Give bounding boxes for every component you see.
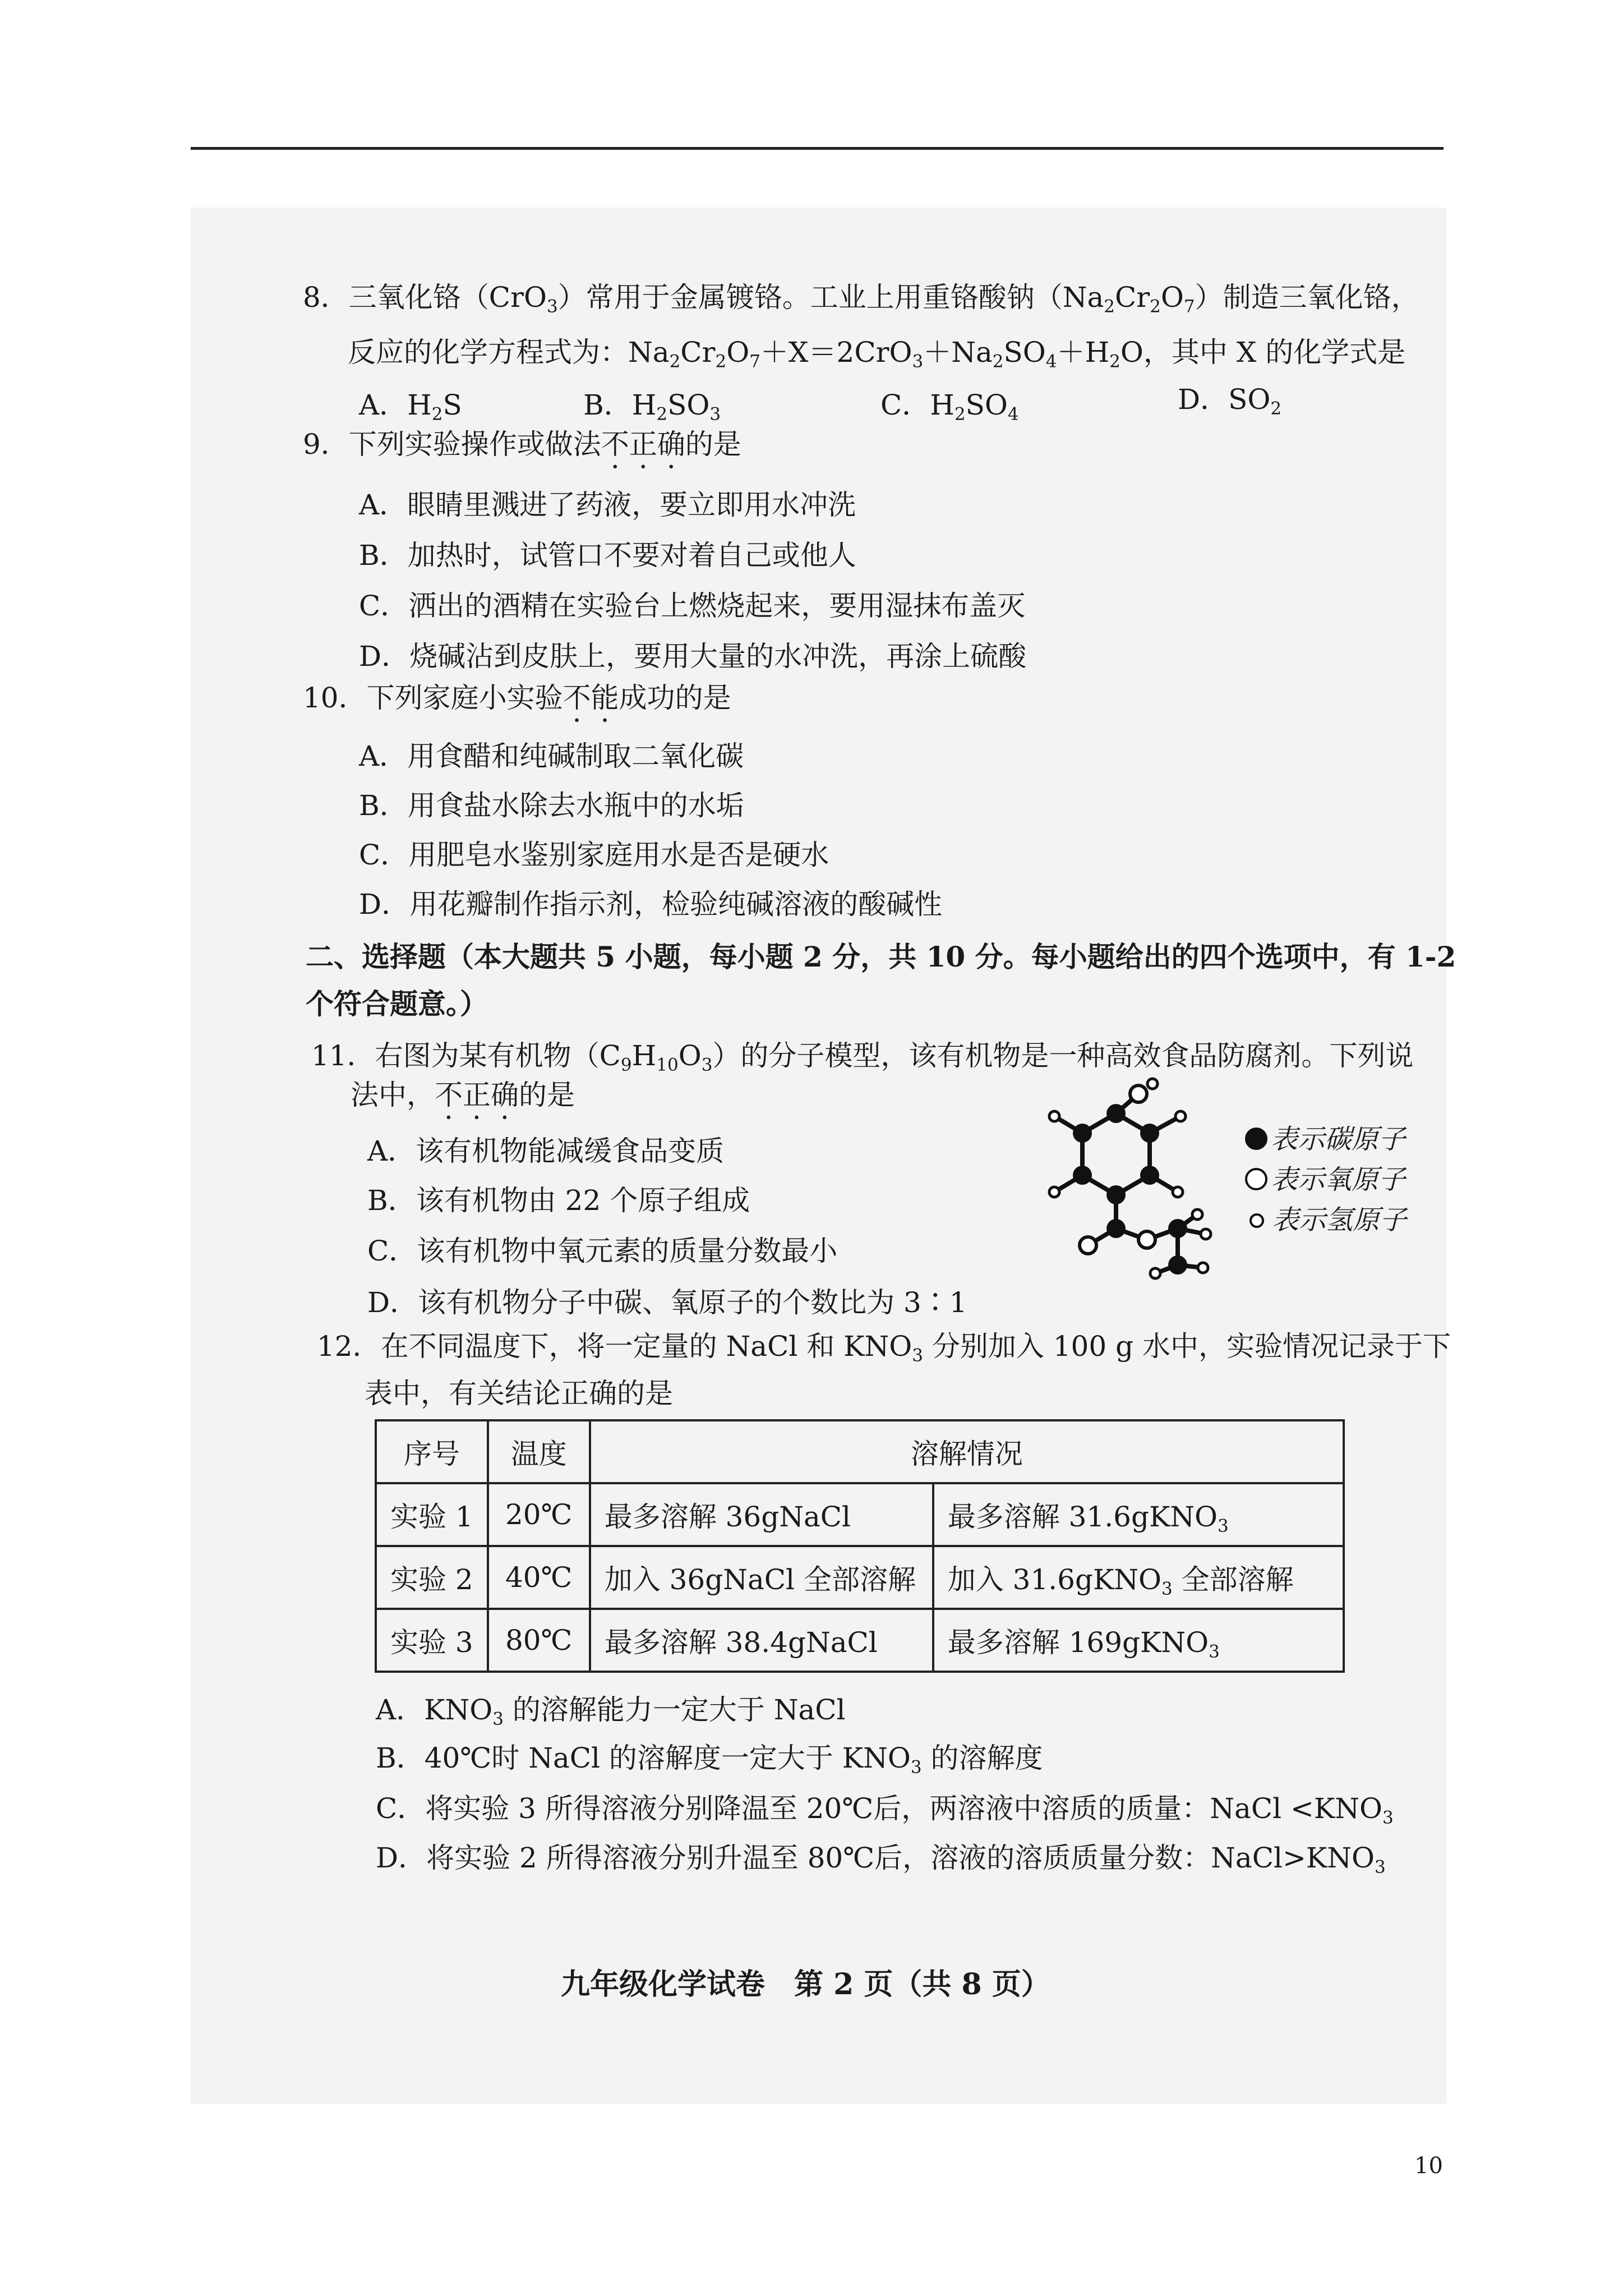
q11-option-c: C．该有机物中氧元素的质量分数最小 — [367, 1235, 838, 1267]
row-nacl: 最多溶解 36gNaCl — [590, 1483, 933, 1546]
q8-option-b: B．$H_2SO_3$ — [583, 389, 721, 425]
table-row — [376, 1546, 1344, 1609]
table-header-row — [376, 1420, 1344, 1483]
row-id: 实验 3 — [376, 1609, 488, 1672]
row-temp: 80℃ — [488, 1609, 590, 1672]
q9-option-b: B．加热时，试管口不要对着自己或他人 — [359, 539, 856, 572]
q10-option-a: A．用食醋和纯碱制取二氧化碳 — [359, 740, 744, 772]
q9-option-a: A．眼睛里溅进了药液，要立即用水冲洗 — [359, 489, 856, 521]
q12-option-d: D．将实验 2 所得溶液分别升温至 80℃后，溶液的溶质质量分数：$NaCl>KNO_3$ — [376, 1842, 1386, 1878]
oxygen-dot-icon — [1245, 1168, 1267, 1190]
q10-stem: 10．下列家庭小实验不能成功的是 — [303, 682, 731, 714]
section2-heading-line2: 个符合题意。） — [306, 987, 488, 1020]
page-footer: 九年级化学试卷 第 2 页（共 8 页） — [561, 1967, 1050, 2001]
top-rule — [191, 147, 1444, 150]
q12-option-a: A．$KNO_3$ 的溶解能力一定大于 NaCl — [376, 1694, 846, 1729]
q8-stem-line2: 反应的化学方程式为：$Na_2Cr_2O_7+X=2CrO_3+Na_2SO_4+H_2O$，其中 X 的化学式是 — [348, 336, 1406, 372]
row-kno3: 加入 31.6gKNO$_3$ 全部溶解 — [933, 1546, 1344, 1609]
q8-option-d: D．$SO_2$ — [1178, 383, 1282, 419]
row-nacl: 最多溶解 38.4gNaCl — [590, 1609, 933, 1672]
q11-stem-line2: 法中，不正确的是 — [351, 1079, 575, 1111]
table-row — [376, 1609, 1344, 1672]
row-kno3: 最多溶解 31.6gKNO$_3$ — [933, 1483, 1344, 1546]
row-temp: 40℃ — [488, 1546, 590, 1609]
molecule-model-diagram — [1043, 1071, 1234, 1285]
q8-stem-line1: 8．三氧化铬（CrO$_3$）常用于金属镀铬。工业上用重铬酸钠$(Na_2Cr_2O_7)$制造三氧化铬， — [303, 281, 1419, 317]
q12-stem-line1: 12．在不同温度下，将一定量的 NaCl 和 $KNO_3$ 分别加入 100 g 水中，实验情况记录于下 — [317, 1330, 1451, 1366]
q8-option-c: C．$H_2SO_4$ — [880, 389, 1019, 425]
q9-option-c: C．洒出的酒精在实验台上燃烧起来，要用湿抹布盖灭 — [359, 590, 1026, 622]
header-id: 序号 — [376, 1420, 488, 1483]
legend-hydrogen: 表示氢原子 — [1245, 1200, 1407, 1240]
q12-option-b: B．40℃时 NaCl 的溶解度一定大于 $KNO_3$ 的溶解度 — [376, 1742, 1043, 1778]
q9-option-d: D．烧碱沾到皮肤上，要用大量的水冲洗，再涂上硫酸 — [359, 640, 1027, 673]
carbon-dot-icon — [1245, 1128, 1267, 1150]
q11-stem-line1: 11．右图为某有机物$(C_9H_{10}O_3)$的分子模型，该有机物是一种高效食品防腐剂。下列说 — [311, 1039, 1414, 1075]
q10-option-d: D．用花瓣制作指示剂，检验纯碱溶液的酸碱性 — [359, 888, 943, 921]
molecule-legend — [1245, 1119, 1407, 1240]
table-row — [376, 1483, 1344, 1546]
q12-stem-line2: 表中，有关结论正确的是 — [365, 1377, 673, 1410]
row-kno3: 最多溶解 169gKNO$_3$ — [933, 1609, 1344, 1672]
row-id: 实验 2 — [376, 1546, 488, 1609]
q10-option-b: B．用食盐水除去水瓶中的水垢 — [359, 789, 744, 822]
header-temp: 温度 — [488, 1420, 590, 1483]
row-temp: 20℃ — [488, 1483, 590, 1546]
section2-heading-line1: 二、选择题（本大题共 5 小题，每小题 2 分，共 10 分。每小题给出的四个选项中，有 1-2 — [306, 940, 1456, 973]
legend-carbon: 表示碳原子 — [1245, 1119, 1407, 1159]
row-nacl: 加入 36gNaCl 全部溶解 — [590, 1546, 933, 1609]
q10-option-c: C．用肥皂水鉴别家庭用水是否是硬水 — [359, 839, 829, 871]
q11-option-b: B．该有机物由 22 个原子组成 — [367, 1184, 750, 1217]
row-id: 实验 1 — [376, 1483, 488, 1546]
q9-stem: 9．下列实验操作或做法不正确的是 — [303, 428, 741, 461]
q12-option-c: C．将实验 3 所得溶液分别降温至 20℃后，两溶液中溶质的质量：NaCl $<KNO_3$ — [376, 1792, 1394, 1828]
q11-option-a: A．该有机物能减缓食品变质 — [367, 1135, 725, 1167]
legend-oxygen: 表示氧原子 — [1245, 1159, 1407, 1200]
q11-option-d: D．该有机物分子中碳、氧原子的个数比为 3∶1 — [367, 1286, 967, 1319]
solubility-table — [375, 1419, 1345, 1673]
hydrogen-dot-icon — [1249, 1213, 1264, 1228]
header-dissolution: 溶解情况 — [590, 1420, 1344, 1483]
page-number: 10 — [1414, 2153, 1443, 2179]
q8-option-a: A．$H_2S$ — [359, 389, 462, 425]
